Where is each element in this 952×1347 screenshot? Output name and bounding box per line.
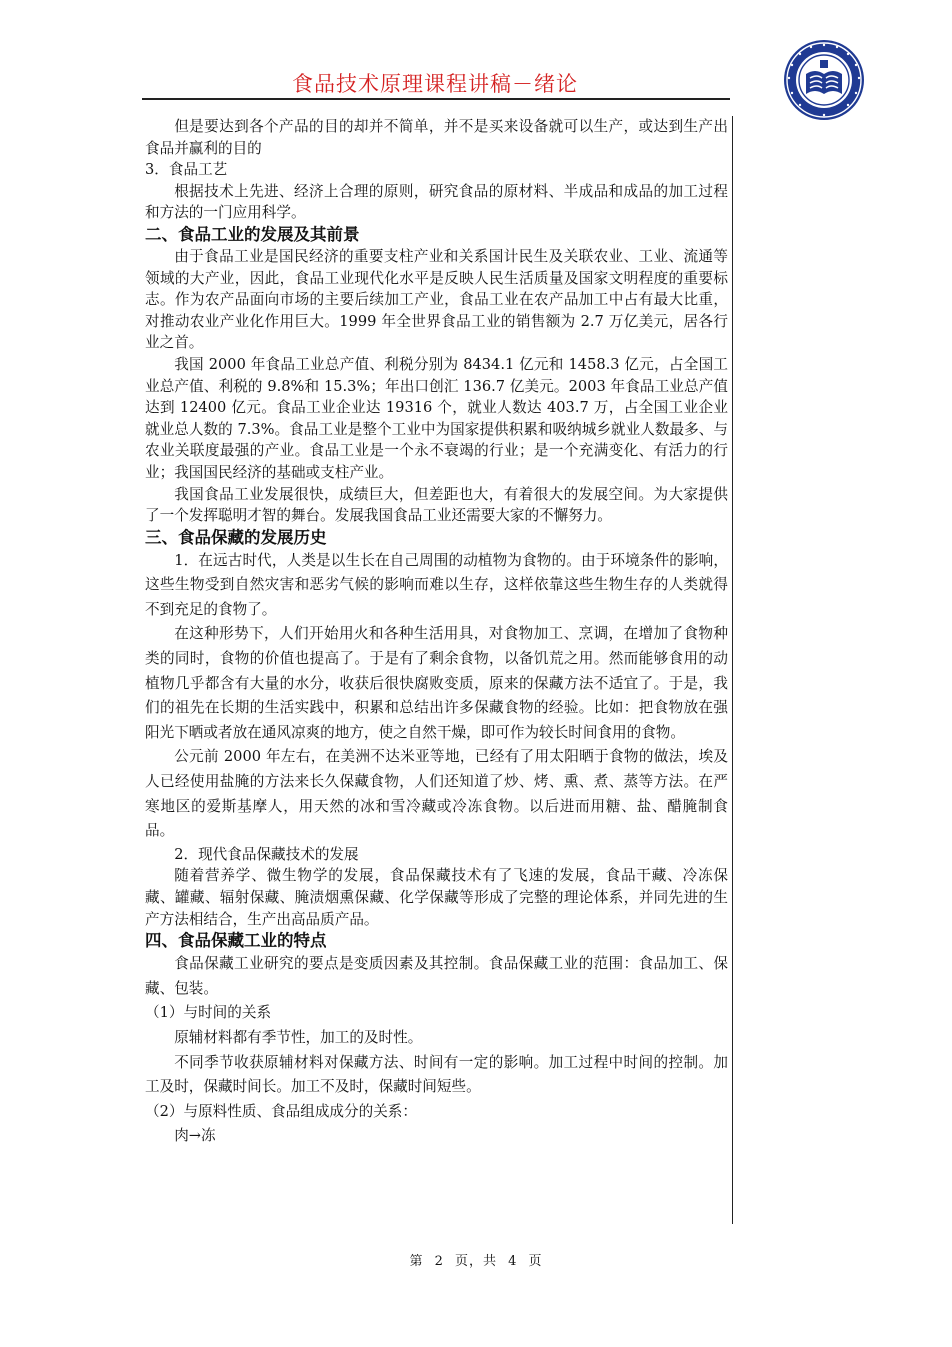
paragraph: 我国食品工业发展很快，成绩巨大，但差距也大，有着很大的发展空间。为大家提供了一个发挥聪明才智的舞台。发展我国食品工业还需要大家的不懈努力。 — [145, 485, 728, 525]
paragraph: 由于食品工业是国民经济的重要支柱产业和关系国计民生及关联农业、工业、流通等领域的大产业，因此，食品工业现代化水平是反映人民生活质量及国家文明程度的重要标志。作为农产品面向市场的主要后续加工产业，食品工业在农产品加工中占有最大比重，对推动农业产业化作用巨大。1999 年全世界食品工业的销售额为 2.7 万亿美元，居各行业之首。 — [145, 247, 728, 352]
paragraph: 随着营养学、微生物学的发展，食品保藏技术有了飞速的发展，食品干藏、冷冻保藏、罐藏、辐射保藏、腌渍烟熏保藏、化学保藏等形成了完整的理论体系，并同先进的生产方法相结合，生产出高品质产品。 — [145, 867, 728, 928]
header-divider — [142, 98, 730, 100]
document-body — [145, 116, 728, 1149]
section-heading: 四、食品保藏工业的特点 — [145, 931, 327, 951]
list-item-heading: （2）与原料性质、食品组成成分的关系： — [145, 1102, 417, 1120]
section-heading: 二、食品工业的发展及其前景 — [145, 224, 360, 244]
paragraph: 我国 2000 年食品工业总产值、利税分别为 8434.1 亿元和 1458.3 亿元，占全国工业总产值、利税的 9.8%和 15.3%；年出口创汇 136.7 亿美元。2003 年食品工业总产值达到 12400 亿元。食品工业企业达 19316 个，就业人数达 403.7 万，占全国工业企业就业总人数的 7.3%。食品工业是整个工业中为国家提供积累和吸纳城乡就业人数最多、与农业关联度最强的产业。食品工业是一个永不衰竭的行业；是一个充满变化、有活力的行业；我国国民经济的基础或支柱产业。 — [145, 355, 728, 481]
paragraph: 不同季节收获原辅材料对保藏方法、时间有一定的影响。加工过程中时间的控制。加工及时，保藏时间长。加工不及时，保藏时间短些。 — [145, 1053, 728, 1096]
paragraph: 食品保藏工业研究的要点是变质因素及其控制。食品保藏工业的范围：食品加工、保藏、包装。 — [145, 955, 728, 997]
paragraph: 但是要达到各个产品的目的却并不简单，并不是买来设备就可以生产，或达到生产出食品并赢利的目的 — [145, 118, 728, 157]
paragraph: 根据技术上先进、经济上合理的原则，研究食品的原材料、半成品和成品的加工过程和方法的一门应用科学。 — [145, 182, 728, 222]
list-item-heading: 3．食品工艺 — [145, 161, 228, 179]
paragraph: 1．在远古时代，人类是以生长在自己周围的动植物为食物的。由于环境条件的影响，这些生物受到自然灾害和恶劣气候的影响而难以生存，这样依靠这些生物生存的人类就得不到充足的食物了。 — [145, 551, 728, 618]
section-heading: 三、食品保藏的发展历史 — [145, 527, 327, 547]
university-seal-icon — [782, 38, 866, 122]
page-header-title: 食品技术原理课程讲稿－绪论 — [292, 72, 578, 96]
list-item-heading: （1）与时间的关系 — [145, 1004, 272, 1022]
paragraph: 公元前 2000 年左右，在美洲不达米亚等地，已经有了用太阳晒于食物的做法，埃及人已经使用盐腌的方法来长久保藏食物，人们还知道了炒、烤、熏、煮、蒸等方法。在严寒地区的爱斯基摩人，用天然的冰和雪冷藏或冷冻食物。以后进而用糖、盐、醋腌制食品。 — [145, 748, 728, 840]
paragraph: 原辅材料都有季节性，加工的及时性。 — [174, 1028, 423, 1046]
page-number: 第 2 页，共 4 页 — [409, 1254, 543, 1269]
paragraph: 肉→冻 — [174, 1127, 216, 1145]
paragraph: 在这种形势下，人们开始用火和各种生活用具，对食物加工、烹调，在增加了食物种类的同时，食物的价值也提高了。于是有了剩余食物，以备饥荒之用。然而能够食用的动植物几乎都含有大量的水分，收获后很快腐败变质，原来的保藏方法不适宜了。于是，我们的祖先在长期的生活实践中，积累和总结出许多保藏食物的经验。比如：把食物放在强阳光下晒或者放在通风凉爽的地方，使之自然干燥，即可作为较长时间食用的食物。 — [145, 625, 728, 741]
list-item-heading: 2．现代食品保藏技术的发展 — [174, 845, 359, 863]
right-margin-rule — [732, 116, 733, 1224]
